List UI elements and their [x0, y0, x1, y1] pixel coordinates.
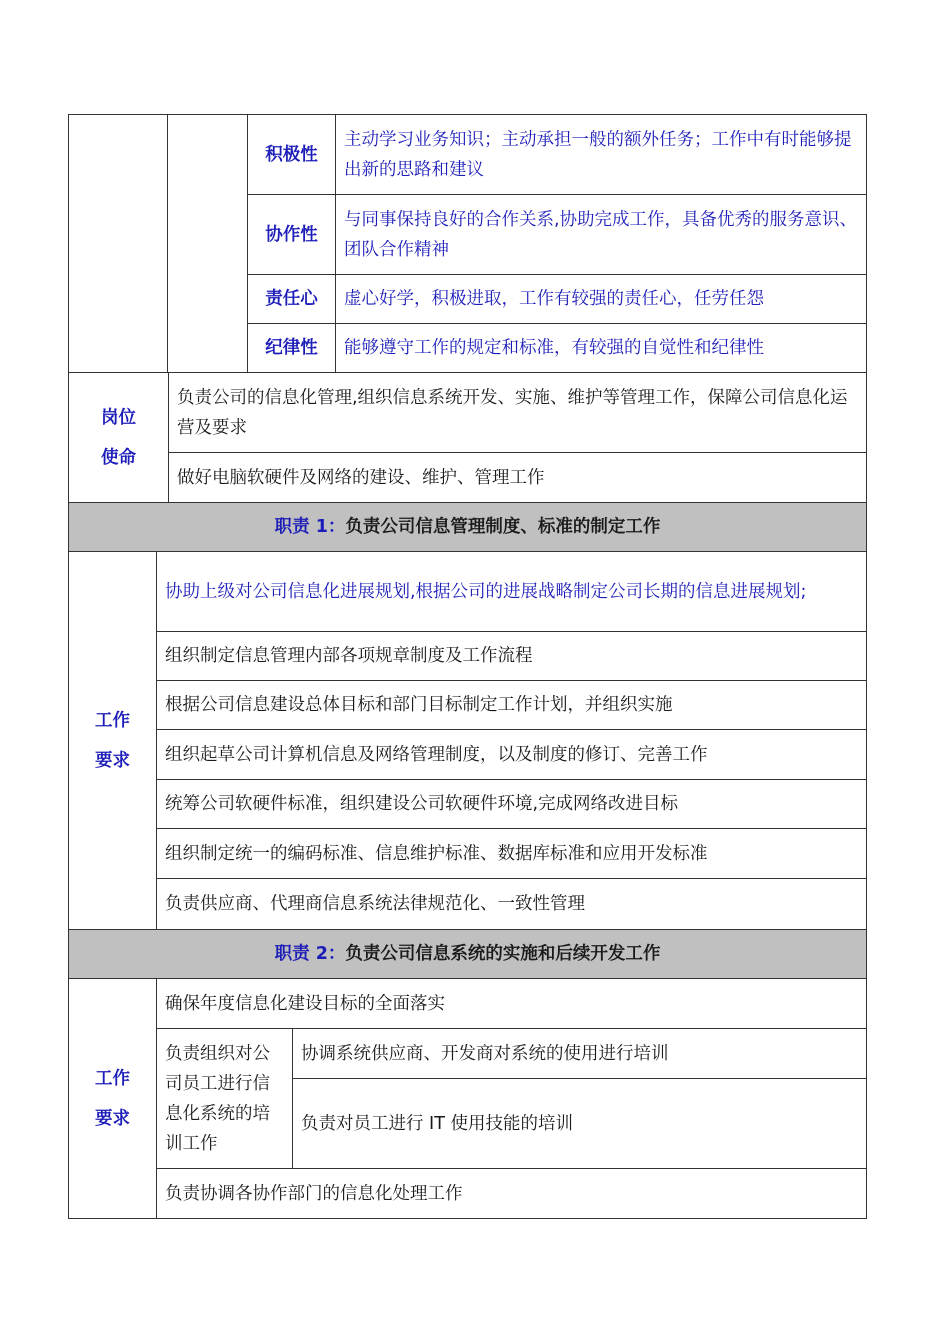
duty2-item: 确保年度信息化建设目标的全面落实: [165, 993, 445, 1014]
duty1-item-cell: [156, 878, 867, 930]
quality-label: 协作性: [265, 224, 318, 245]
quality-text-cell: [335, 274, 867, 324]
duty2-title-line: [69, 939, 866, 969]
duty1-item: 组织起草公司计算机信息及网络管理制度，以及制度的修订、完善工作: [165, 744, 708, 765]
duty2-training-group-cell: [156, 1028, 293, 1169]
document-table: [68, 114, 867, 1219]
duty1-req-label: 工作 要求: [95, 710, 130, 771]
duty1-req-label-cell: [68, 551, 157, 930]
qualities-block: [68, 114, 867, 372]
quality-label-cell: [247, 114, 336, 195]
mission-block: [68, 372, 867, 502]
quality-label-cell: [247, 194, 336, 275]
quality-text-cell: [335, 194, 867, 275]
quality-text: 能够遵守工作的规定和标准，有较强的自觉性和纪律性: [344, 338, 764, 358]
mission-label: 岗位 使命: [101, 407, 136, 468]
duty1-title: 负责公司信息管理制度、标准的制定工作: [345, 517, 661, 537]
quality-label: 积极性: [265, 144, 318, 165]
quality-label: 纪律性: [265, 338, 318, 358]
duty1-item-cell: [156, 680, 867, 730]
duty2-header: [68, 929, 867, 979]
mission-label-cell: [68, 372, 169, 503]
duty1-header-block: [68, 502, 867, 551]
duty1-item: 协助上级对公司信息化进展规划,根据公司的进展战略制定公司长期的信息进展规划;: [165, 581, 807, 602]
duty1-item-cell: [156, 631, 867, 681]
duty1-item: 组织制定统一的编码标准、信息维护标准、数据库标准和应用开发标准: [165, 843, 708, 864]
quality-text-cell: [335, 323, 867, 373]
duty2-training-item-cell: [292, 1078, 867, 1169]
duty2-item-cell: [156, 978, 867, 1029]
duty2-label: 职责 2：: [274, 944, 346, 964]
duty2-item-cell: [156, 1168, 867, 1219]
quality-label-cell: [247, 323, 336, 373]
quality-text: 虚心好学，积极进取，工作有较强的责任心，任劳任怨: [344, 289, 764, 309]
duty1-item-cell: [156, 779, 867, 829]
quality-label-cell: [247, 274, 336, 324]
duty2-req-label-cell: [68, 978, 157, 1219]
duty1-item: 根据公司信息建设总体目标和部门目标制定工作计划，并组织实施: [165, 695, 673, 715]
quality-label: 责任心: [265, 289, 318, 309]
quality-text-cell: [335, 114, 867, 195]
mission-item: 做好电脑软硬件及网络的建设、维护、管理工作: [177, 467, 545, 488]
duty1-label: 职责 1：: [274, 517, 346, 537]
empty-cell-left: [68, 114, 168, 373]
duty2-training-item: 负责对员工进行 IT 使用技能的培训: [301, 1113, 573, 1134]
duty1-item: 组织制定信息管理内部各项规章制度及工作流程: [165, 646, 533, 666]
duty2-training-group: 负责组织对公司员工进行信息化系统的培训工作: [165, 1043, 270, 1154]
duty2-title: 负责公司信息系统的实施和后续开发工作: [345, 944, 661, 964]
duty2-training-item: 协调系统供应商、开发商对系统的使用进行培训: [301, 1043, 669, 1064]
duty2-header-block: [68, 929, 867, 978]
duty2-requirements-block: [68, 978, 867, 1219]
duty1-header: [68, 502, 867, 552]
mission-item-cell: [168, 372, 867, 453]
duty1-item: 统筹公司软硬件标准，组织建设公司软硬件环境,完成网络改进目标: [165, 794, 679, 814]
quality-text: 与同事保持良好的合作关系,协助完成工作，具备优秀的服务意识、团队合作精神: [344, 209, 858, 260]
duty1-item-cell: [156, 729, 867, 780]
duty1-item-cell: [156, 551, 867, 632]
duty1-requirements-block: [68, 551, 867, 929]
quality-text: 主动学习业务知识；主动承担一般的额外任务；工作中有时能够提出新的思路和建议: [344, 129, 852, 180]
mission-item-cell: [168, 452, 867, 503]
duty2-req-label: 工作 要求: [95, 1068, 130, 1129]
duty2-item: 负责协调各协作部门的信息化处理工作: [165, 1183, 463, 1204]
empty-cell-mid: [167, 114, 248, 373]
duty1-item-cell: [156, 828, 867, 879]
duty1-item: 负责供应商、代理商信息系统法律规范化、一致性管理: [165, 894, 585, 914]
duty1-title-line: [69, 512, 866, 542]
mission-item: 负责公司的信息化管理,组织信息系统开发、实施、维护等管理工作，保障公司信息化运营及要求: [177, 387, 848, 438]
duty2-training-item-cell: [292, 1028, 867, 1079]
